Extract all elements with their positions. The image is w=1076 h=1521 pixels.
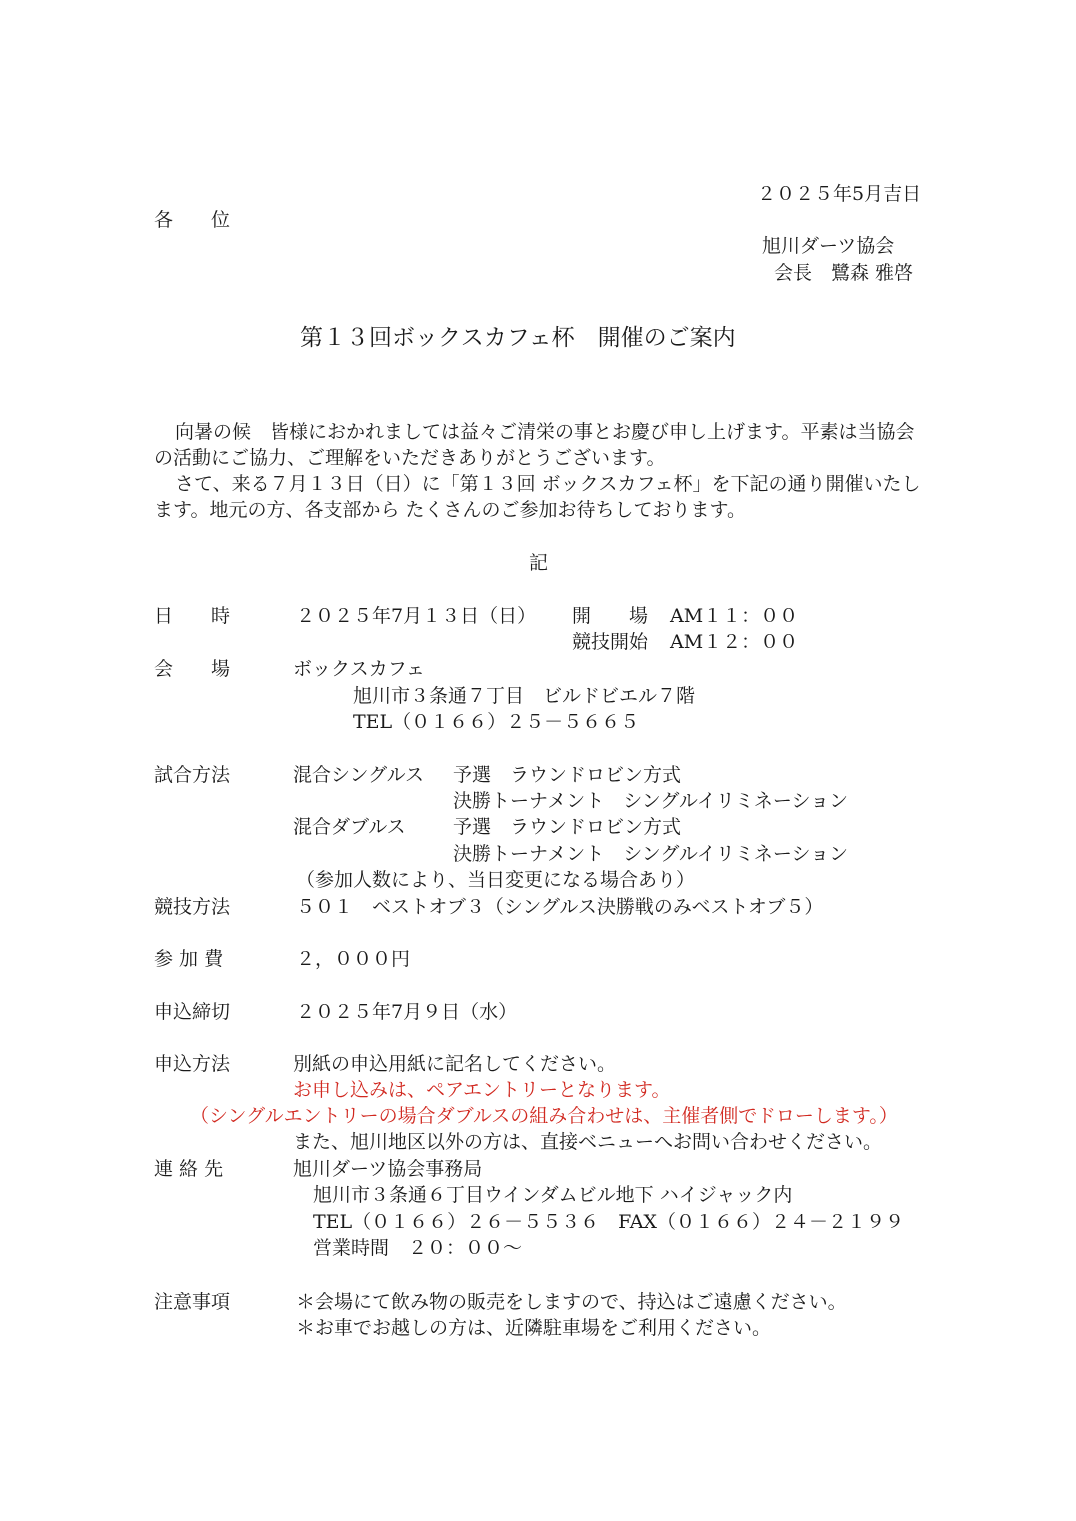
apply-label: 申込方法	[154, 1053, 231, 1075]
apply-line-1: 別紙の申込用紙に記名してください。	[293, 1053, 617, 1075]
apply-pair-entry-note: お申し込みは、ペアエントリーとなります。	[293, 1079, 671, 1101]
president-name: 会長 鷺森 雅啓	[774, 262, 914, 284]
venue-name: ボックスカフェ	[293, 658, 425, 680]
contact-tel-fax: TEL（０１６６）２６－５５３６ FAX（０１６６）２４－２１９９	[313, 1211, 904, 1233]
format-value: ５０１ ベストオブ３（シングルス決勝戦のみベストオブ５）	[296, 896, 824, 918]
contact-label: 連 絡 先	[154, 1158, 224, 1180]
intro-line-1: 向暑の候 皆様におかれましては益々ご清栄の事とお慶び申し上げます。平素は当協会	[175, 421, 915, 443]
event-date: ２０２５年7月１３日（日）	[296, 605, 537, 627]
doubles-final: 決勝トーナメント シングルイリミネーション	[453, 843, 849, 865]
ki-heading: 記	[529, 552, 549, 574]
contact-hours: 営業時間 ２０：００～	[313, 1237, 523, 1259]
intro-line-3: さて、来る７月１３日（日）に「第１３回 ボックスカフェ杯」を下記の通り開催いたし	[175, 473, 921, 495]
match-note: （参加人数により、当日変更になる場合あり）	[296, 869, 696, 891]
contact-name: 旭川ダーツ協会事務局	[293, 1158, 483, 1180]
deadline-label: 申込締切	[154, 1001, 231, 1023]
format-label: 競技方法	[154, 896, 231, 918]
intro-line-4: ます。地元の方、各支部から たくさんのご参加お待ちしております。	[154, 499, 747, 521]
fee-value: ２，０００円	[296, 948, 411, 970]
contact-address: 旭川市３条通６丁目ウインダムビル地下 ハイジャック内	[313, 1184, 793, 1206]
open-time: AM１１：００	[670, 605, 799, 627]
deadline-value: ２０２５年7月９日（水）	[296, 1001, 518, 1023]
start-time: AM１２：００	[670, 631, 799, 653]
doubles-label: 混合ダブルス	[293, 816, 406, 838]
doubles-prelim: 予選 ラウンドロビン方式	[453, 816, 682, 838]
venue-tel: TEL（０１６６）２５－５６６５	[353, 711, 640, 733]
start-label: 競技開始	[572, 631, 649, 653]
notes-label: 注意事項	[154, 1291, 231, 1313]
singles-prelim: 予選 ラウンドロビン方式	[453, 764, 682, 786]
venue-address: 旭川市３条通７丁目 ビルドビエル７階	[353, 685, 696, 707]
intro-line-2: の活動にご協力、ご理解をいただきありがとうございます。	[154, 447, 666, 469]
notes-line-2: ＊お車でお越しの方は、近隣駐車場をご利用ください。	[296, 1317, 772, 1339]
page-title: 第１３回ボックスカフェ杯 開催のご案内	[300, 325, 736, 351]
document-date: ２０２５年5月吉日	[757, 183, 922, 205]
venue-label: 会 場	[154, 658, 231, 680]
organization-name: 旭川ダーツ協会	[762, 235, 895, 257]
apply-single-entry-note: （シングルエントリーの場合ダブルスの組み合わせは、主催者側でドローします。）	[190, 1105, 898, 1127]
datetime-label: 日 時	[154, 605, 231, 627]
addressee: 各 位	[154, 209, 231, 231]
singles-label: 混合シングルス	[293, 764, 425, 786]
fee-label: 参 加 費	[154, 948, 224, 970]
singles-final: 決勝トーナメント シングルイリミネーション	[453, 790, 849, 812]
apply-line-2: また、旭川地区以外の方は、直接ベニューへお問い合わせください。	[293, 1131, 883, 1153]
open-label: 開 場	[572, 605, 649, 627]
notes-line-1: ＊会場にて飲み物の販売をしますので、持込はご遠慮ください。	[296, 1291, 847, 1313]
match-label: 試合方法	[154, 764, 231, 786]
